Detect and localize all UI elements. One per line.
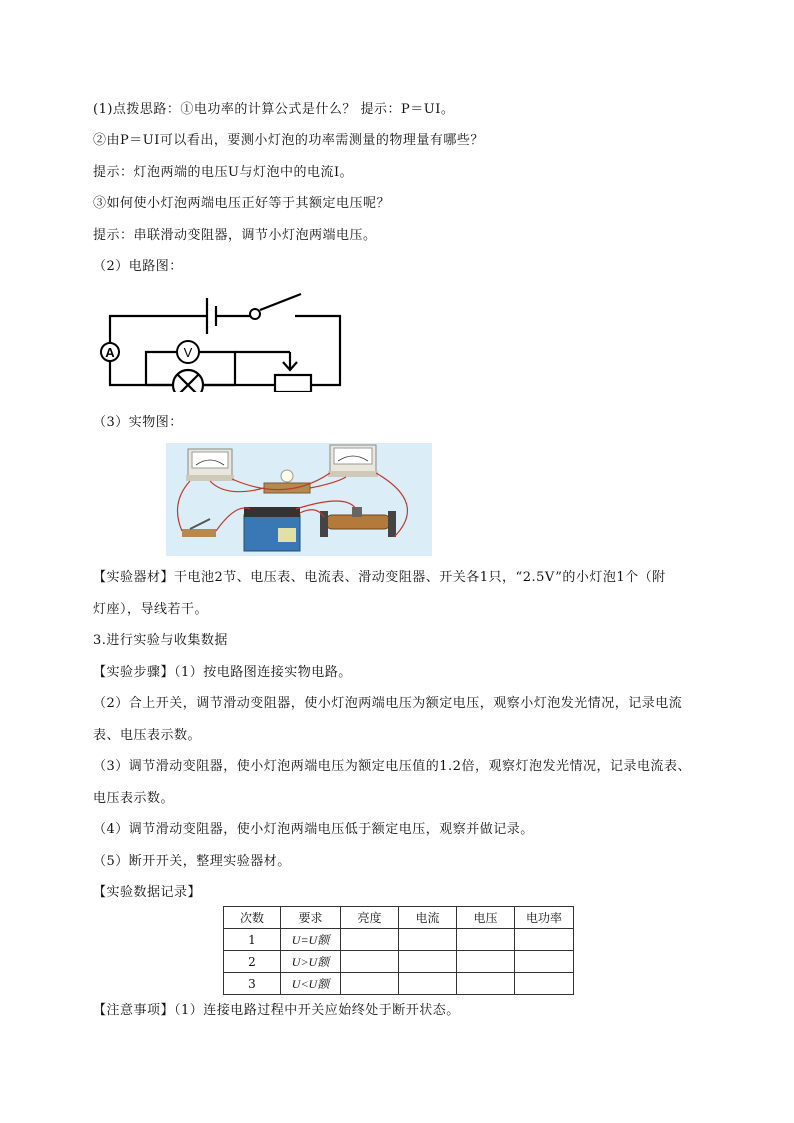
text-line: 【实验器材】干电池2节、电压表、电流表、滑动变阻器、开关各1只，“2.5V”的小灯泡1个（附 [93, 570, 666, 585]
table-cell[interactable] [399, 929, 457, 951]
table-cell[interactable] [341, 973, 399, 995]
table-cell[interactable] [399, 973, 457, 995]
table-header-cell: 次数 [224, 907, 281, 929]
data-record-table [223, 906, 574, 995]
svg-text:A: A [105, 345, 115, 360]
svg-text:V: V [183, 345, 193, 360]
text-line: ③如何使小灯泡两端电压正好等于其额定电压呢？ [93, 196, 391, 211]
table-header-cell: 电功率 [515, 907, 574, 929]
table-row [224, 929, 574, 951]
text-line: 提示：串联滑动变阻器，调节小灯泡两端电压。 [93, 228, 377, 243]
table-header-cell: 电压 [457, 907, 515, 929]
text-line: (1)点拨思路：①电功率的计算公式是什么？ 提示：P＝UI。 [93, 102, 455, 117]
table-cell: 1 [224, 929, 281, 951]
table-row [224, 973, 574, 995]
table-cell[interactable] [457, 973, 515, 995]
table-cell: U>U额 [281, 951, 341, 973]
voltmeter-symbol [177, 341, 199, 363]
table-header-cell: 电流 [399, 907, 457, 929]
table-header-cell: 亮度 [341, 907, 399, 929]
text-line: （2）合上开关，调节滑动变阻器，使小灯泡两端电压为额定电压，观察小灯泡发光情况，记录电流 [93, 696, 683, 711]
section-heading: 3.进行实验与收集数据 [93, 633, 228, 648]
text-line: 灯座），导线若干。 [93, 602, 209, 617]
table-cell[interactable] [457, 951, 515, 973]
text-line: （5）断开开关，整理实验器材。 [93, 854, 291, 869]
table-cell[interactable] [341, 951, 399, 973]
section-heading: 【实验数据记录】 [93, 885, 202, 900]
text-line: 【注意事项】（1）连接电路过程中开关应始终处于断开状态。 [93, 1003, 460, 1018]
table-cell: U=U额 [281, 929, 341, 951]
section-heading: （2）电路图： [93, 259, 183, 274]
text-line: 电压表示数。 [93, 791, 175, 806]
table-header-row [224, 907, 574, 929]
table-cell[interactable] [515, 929, 574, 951]
table-header-cell: 要求 [281, 907, 341, 929]
table-cell[interactable] [457, 929, 515, 951]
table-cell: 2 [224, 951, 281, 973]
lamp-symbol [173, 370, 203, 392]
text-line: 提示：灯泡两端的电压U与灯泡中的电流I。 [93, 165, 354, 180]
table-cell[interactable] [515, 973, 574, 995]
table-cell: U<U额 [281, 973, 341, 995]
section-heading: （3）实物图： [93, 415, 183, 430]
table-cell[interactable] [341, 929, 399, 951]
text-line: （4）调节滑动变阻器，使小灯泡两端电压低于额定电压，观察并做记录。 [93, 822, 534, 837]
text-line: 【实验步骤】（1）按电路图连接实物电路。 [93, 665, 352, 680]
text-line: 表、电压表示数。 [93, 728, 202, 743]
table-row [224, 951, 574, 973]
table-cell[interactable] [515, 951, 574, 973]
text-line: ②由P＝UI可以看出，要测小灯泡的功率需测量的物理量有哪些？ [93, 133, 484, 148]
table-cell: 3 [224, 973, 281, 995]
table-cell[interactable] [399, 951, 457, 973]
apparatus-photo [166, 443, 432, 556]
ammeter-symbol [101, 343, 119, 361]
text-line: （3）调节滑动变阻器，使小灯泡两端电压为额定电压值的1.2倍，观察灯泡发光情况，记录电流表、 [93, 759, 691, 774]
circuit-diagram [98, 292, 348, 392]
